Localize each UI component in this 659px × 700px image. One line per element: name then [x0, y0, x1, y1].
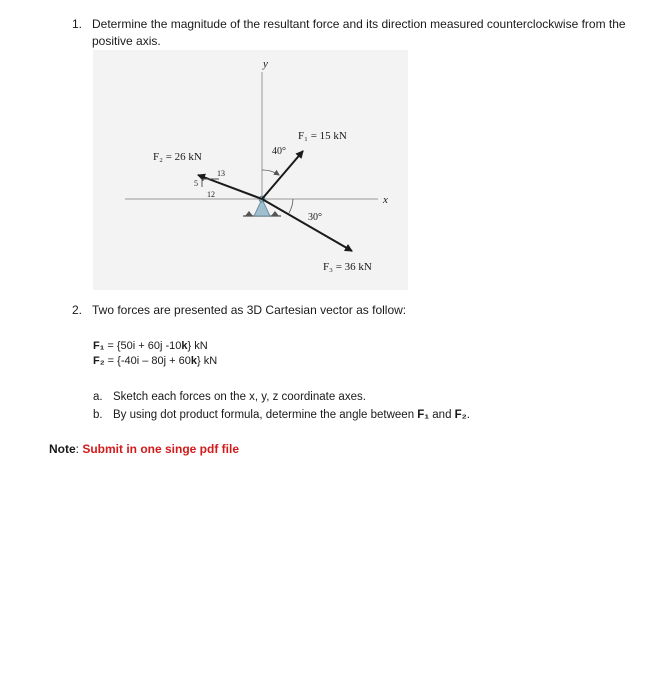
slope-hyp-label: 13: [217, 169, 225, 178]
vector-f1-expr: = {50i + 60j -10: [104, 340, 182, 352]
vector-f2-k: k: [190, 355, 197, 367]
question-2: [72, 302, 632, 319]
subquestion-a-letter: a.: [93, 391, 103, 403]
question-1-number: 1.: [72, 17, 83, 31]
slope-rise-label: 5: [194, 179, 198, 188]
vector-f2-expr: = {-40i – 80j + 60: [104, 355, 191, 367]
support-hatch-right: [271, 211, 279, 216]
f3-label: F₃ = 36 kN: [323, 261, 372, 273]
question-2-text: Two forces are presented as 3D Cartesian vector as follow:: [92, 303, 407, 317]
vector-f1-tail: } kN: [187, 340, 208, 352]
vector-f2: [93, 354, 217, 369]
vector-f1: [93, 339, 208, 354]
vector-f2-name: F₂: [93, 355, 105, 367]
subquestion-a-text: Sketch each forces on the x, y, z coordinate axes.: [113, 391, 366, 403]
subquestion-b-f1: F₁: [417, 409, 430, 421]
subquestion-b: [93, 407, 470, 423]
subquestion-b-f2: F₂: [454, 409, 467, 421]
vector-f1-name: F₁: [93, 340, 105, 352]
subquestion-b-text: By using dot product formula, determine the angle between: [113, 409, 418, 421]
note-label: Note: [49, 442, 76, 456]
question-1: [72, 16, 632, 50]
y-axis-label: y: [263, 58, 268, 70]
subquestion-b-period: .: [466, 409, 470, 421]
note-separator: :: [75, 442, 83, 456]
subquestion-a: [93, 389, 366, 405]
subquestion-b-letter: b.: [93, 409, 103, 421]
angle-arc-f1: [262, 170, 279, 175]
force-f3-arrow: [262, 199, 352, 251]
angle-f3-label: 30°: [308, 212, 322, 223]
note: [49, 441, 239, 457]
force-diagram-svg: [93, 50, 408, 290]
question-2-number: 2.: [72, 303, 83, 317]
x-axis-label: x: [383, 194, 388, 206]
subquestion-b-and: and: [429, 409, 455, 421]
note-text: Submit in one singe pdf file: [82, 442, 240, 456]
support-hatch-left: [245, 211, 253, 216]
angle-f1-label: 40°: [272, 146, 286, 157]
f1-label: F₁ = 15 kN: [298, 130, 347, 142]
force-diagram: [93, 50, 408, 290]
slope-run-label: 12: [207, 190, 215, 199]
question-1-text: Determine the magnitude of the resultant force and its direction measured counterclockwise from the positive axis.: [92, 17, 626, 48]
angle-arc-f3: [289, 199, 293, 213]
vector-f2-tail: } kN: [196, 355, 218, 367]
force-f1-arrow: [262, 151, 303, 199]
f2-label: F₂ = 26 kN: [153, 151, 202, 163]
vector-f1-k: k: [181, 340, 188, 352]
